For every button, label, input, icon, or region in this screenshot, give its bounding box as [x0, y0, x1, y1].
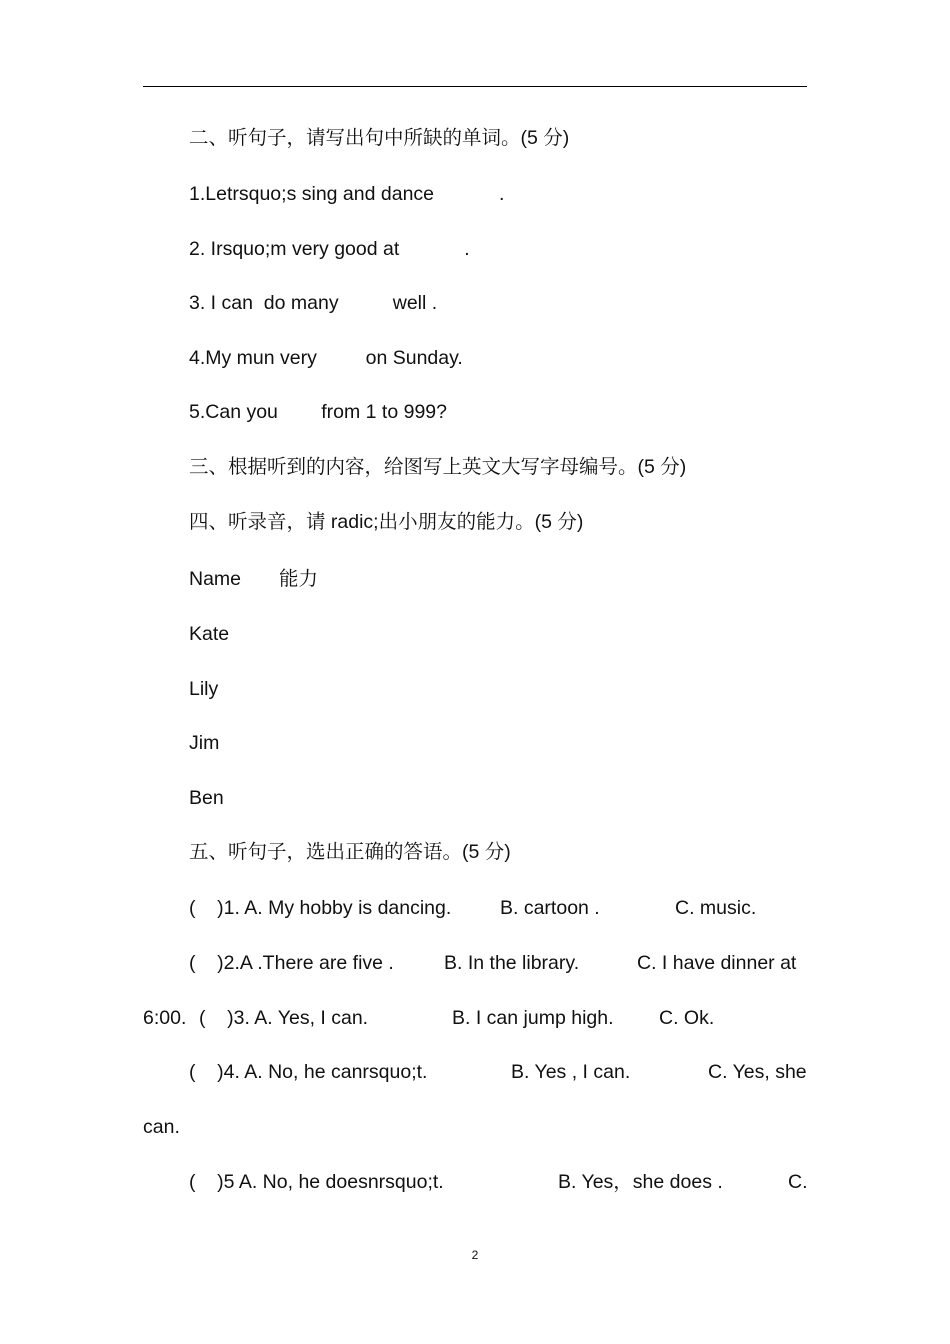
section5-q3-option-b: B. I can jump high. [452, 1007, 614, 1029]
section5-q5-option-a: ( )5 A. No, he doesnrsquo;t. [189, 1171, 444, 1193]
section2-question-5: 5.Can you from 1 to 999? [189, 401, 447, 423]
section5-q1-option-c: C. music. [675, 897, 757, 919]
section2-question-1: 1.Letrsquo;s sing and dance . [189, 183, 505, 205]
section4-ability-header: 能力 [279, 568, 319, 590]
section2-question-2: 2. Irsquo;m very good at . [189, 238, 470, 260]
section5-q2-option-b: B. In the library. [444, 952, 580, 974]
section4-name-header: Name [189, 568, 242, 590]
section5-q4-wrap: can. [143, 1116, 180, 1138]
section5-q5-option-b: B. Yes，she does . [558, 1171, 723, 1193]
section4-name-lily: Lily [189, 678, 219, 700]
section5-q1-option-b: B. cartoon . [500, 897, 600, 919]
section5-q4-option-a: ( )4. A. No, he canrsquo;t. [189, 1061, 428, 1083]
section5-q4-option-c: C. Yes, she [708, 1061, 807, 1083]
section2-heading: 二、听句子，请写出句中所缺的单词。(5 分) [189, 127, 570, 149]
section5-q1-option-a: ( )1. A. My hobby is dancing. [189, 897, 452, 919]
section5-q3-option-a: ( )3. A. Yes, I can. [199, 1007, 369, 1029]
section5-q2-option-c: C. I have dinner at [637, 952, 797, 974]
header-rule [143, 86, 807, 87]
section5-q2-option-a: ( )2.A .There are five . [189, 952, 394, 974]
section4-heading: 四、听录音，请 radic;出小朋友的能力。(5 分) [189, 511, 584, 533]
section5-q5-option-c: C. [788, 1171, 808, 1193]
section5-q2-wrap: 6:00. [143, 1007, 187, 1029]
section4-name-jim: Jim [189, 732, 220, 754]
section4-name-kate: Kate [189, 623, 230, 645]
section4-name-ben: Ben [189, 787, 224, 809]
section2-question-4: 4.My mun very on Sunday. [189, 347, 463, 369]
section5-q3-option-c: C. Ok. [659, 1007, 715, 1029]
section2-question-3: 3. I can do many well . [189, 292, 438, 314]
section5-heading: 五、听句子，选出正确的答语。(5 分) [189, 841, 511, 863]
page-number: 2 [471, 1248, 479, 1262]
section5-q4-option-b: B. Yes , I can. [511, 1061, 631, 1083]
section3-heading: 三、根据听到的内容，给图写上英文大写字母编号。(5 分) [189, 456, 687, 478]
